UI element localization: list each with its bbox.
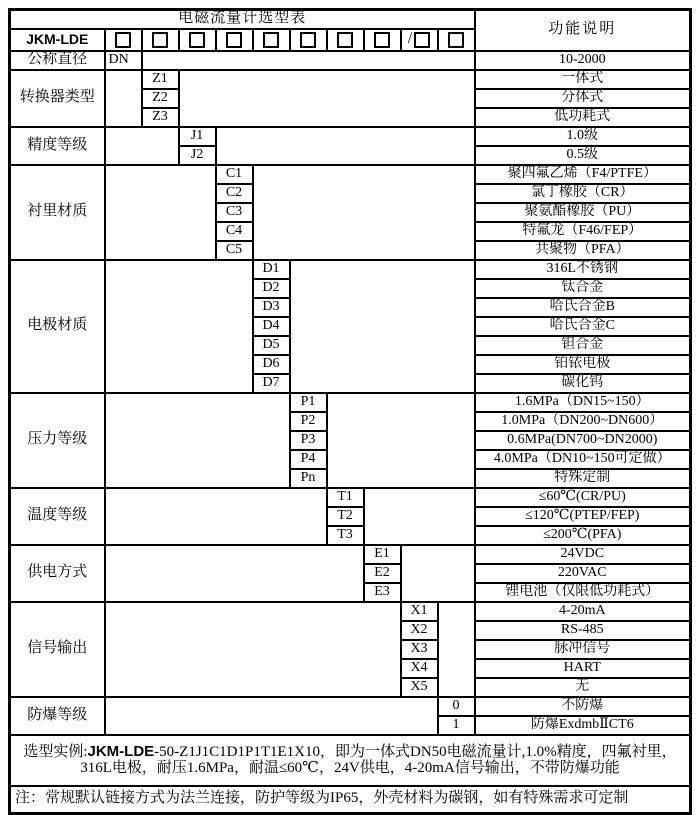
code-cell-z3: Z3 [142,108,179,127]
code-cell-fb0: 0 [438,697,475,716]
selection-example [10,735,691,786]
desc-cell-d3: 哈氏合金B [475,298,691,317]
accuracy-class-label: 精度等级 [10,127,105,165]
code-cell-t3: T3 [327,526,364,545]
code-cell-c5: C5 [216,241,253,260]
spacer-cell [105,165,216,260]
checkbox-icon[interactable] [115,32,131,48]
desc-cell-x5: 无 [475,678,691,697]
checkbox-cell-x [401,29,438,51]
desc-cell-t1: ≤60℃(CR/PU) [475,488,691,507]
desc-cell-d4: 哈氏合金C [475,317,691,336]
code-cell-p1: P1 [290,393,327,412]
spacer-cell [105,70,142,127]
code-cell-t1: T1 [327,488,364,507]
spacer-cell [105,127,179,165]
desc-cell-j1: 1.0级 [475,127,691,146]
selection-table [8,8,692,815]
desc-cell-p1: 1.6MPa（DN15~150） [475,393,691,412]
checkbox-icon[interactable] [189,32,205,48]
desc-cell-fb0: 不防爆 [475,697,691,716]
spacer-cell [105,260,253,393]
spacer-cell [253,165,475,260]
code-cell-fb1: 1 [438,716,475,735]
code-cell-d1: D1 [253,260,290,279]
spacer-cell [142,51,475,70]
code-cell-pn: Pn [290,469,327,488]
checkbox-icon[interactable] [414,32,430,48]
spacer-cell [179,70,475,127]
code-cell-x5: X5 [401,678,438,697]
desc-cell-e3: 锂电池（仅限低功耗式） [475,583,691,602]
desc-cell-j2: 0.5级 [475,146,691,165]
checkbox-icon[interactable] [226,32,242,48]
code-cell-d3: D3 [253,298,290,317]
desc-cell-c1: 聚四氟乙烯（F4/PTFE） [475,165,691,184]
code-cell-e2: E2 [364,564,401,583]
checkbox-icon[interactable] [300,32,316,48]
spacer-cell [105,488,327,545]
code-cell-z1: Z1 [142,70,179,89]
desc-cell-x1: 4-20mA [475,602,691,621]
desc-cell-x2: RS-485 [475,621,691,640]
function-description-header: 功能说明 [475,10,691,51]
checkbox-cell-dn [105,29,142,51]
desc-cell-d2: 钛合金 [475,279,691,298]
code-cell-e3: E3 [364,583,401,602]
desc-cell-c4: 特氟龙（F46/FEP） [475,222,691,241]
code-cell-j1: J1 [179,127,216,146]
desc-cell-d5: 钽合金 [475,336,691,355]
desc-cell-z1: 一体式 [475,70,691,89]
code-cell-p2: P2 [290,412,327,431]
signal-output-label: 信号输出 [10,602,105,697]
pressure-rating-label: 压力等级 [10,393,105,488]
checkbox-icon[interactable] [152,32,168,48]
explosion-proof-label: 防爆等级 [10,697,105,735]
checkbox-icon[interactable] [263,32,279,48]
code-cell-c3: C3 [216,203,253,222]
code-cell-j2: J2 [179,146,216,165]
code-cell-x3: X3 [401,640,438,659]
example-model: JKM-LDE [87,742,155,760]
spacer-cell [290,260,475,393]
desc-cell-c5: 共聚物（PFA） [475,241,691,260]
desc-cell-z2: 分体式 [475,89,691,108]
spacer-cell [105,697,438,735]
checkbox-cell-t [327,29,364,51]
checkbox-icon[interactable] [448,32,464,48]
code-cell-t2: T2 [327,507,364,526]
example-line1-rest: -50-Z1J1C1D1P1T1E1X10，即为一体式DN50电磁流量计,1.0%精度，四氟衬里， [154,743,677,760]
desc-cell-pn: 特殊定制 [475,469,691,488]
code-cell-p4: P4 [290,450,327,469]
lining-material-label: 衬里材质 [10,165,105,260]
code-cell-d5: D5 [253,336,290,355]
checkbox-cell-c [216,29,253,51]
code-cell-d6: D6 [253,355,290,374]
desc-cell-p2: 1.0MPa（DN200~DN600） [475,412,691,431]
code-cell-d4: D4 [253,317,290,336]
desc-cell-d6: 铂铱电极 [475,355,691,374]
desc-cell-c2: 氯丁橡胶（CR） [475,184,691,203]
desc-cell-e1: 24VDC [475,545,691,564]
power-supply-label: 供电方式 [10,545,105,602]
converter-type-label: 转换器类型 [10,70,105,127]
checkbox-cell-p [290,29,327,51]
selection-example-line1 [11,744,689,761]
code-cell-c1: C1 [216,165,253,184]
code-cell-x4: X4 [401,659,438,678]
code-cell-dn: DN [105,51,142,70]
checkbox-icon[interactable] [374,32,390,48]
model-code: JKM-LDE [10,29,105,51]
desc-cell-dn: 10-2000 [475,51,691,70]
spacer-cell [105,393,290,488]
desc-cell-p4: 4.0MPa（DN10~150可定做） [475,450,691,469]
desc-cell-d1: 316L不锈钢 [475,260,691,279]
desc-cell-e2: 220VAC [475,564,691,583]
slash-separator: / [407,30,413,48]
code-cell-x1: X1 [401,602,438,621]
spacer-cell [216,127,475,165]
desc-cell-x4: HART [475,659,691,678]
code-cell-d2: D2 [253,279,290,298]
selection-example-line2: 316L电极，耐压1.6MPa，耐温≤60℃，24V供电，4-20mA信号输出，不带防爆功能 [80,759,620,776]
desc-cell-x3: 脉冲信号 [475,640,691,659]
note-row: 注：常规默认链接方式为法兰连接，防护等级为IP65，外壳材料为碳钢，如有特殊需求可定制 [10,786,691,814]
code-cell-p3: P3 [290,431,327,450]
checkbox-cell-d [253,29,290,51]
table-title: 电磁流量计选型表 [10,10,475,29]
code-cell-c4: C4 [216,222,253,241]
spacer-cell [327,393,475,488]
checkbox-cell-j [179,29,216,51]
code-cell-c2: C2 [216,184,253,203]
checkbox-icon[interactable] [337,32,353,48]
spacer-cell [401,545,475,602]
code-cell-d7: D7 [253,374,290,393]
desc-cell-z3: 低功耗式 [475,108,691,127]
spacer-cell [105,545,364,602]
spacer-cell [438,602,475,697]
temperature-rating-label: 温度等级 [10,488,105,545]
nominal-diameter-label: 公称直径 [10,51,105,70]
checkbox-cell-e [364,29,401,51]
checkbox-cell-z [142,29,179,51]
spacer-cell [105,602,401,697]
desc-cell-c3: 聚氨酯橡胶（PU） [475,203,691,222]
desc-cell-fb1: 防爆ExdmbⅡCT6 [475,716,691,735]
code-cell-e1: E1 [364,545,401,564]
desc-cell-d7: 碳化钨 [475,374,691,393]
desc-cell-t2: ≤120℃(PTEP/FEP) [475,507,691,526]
desc-cell-t3: ≤200℃(PFA) [475,526,691,545]
spacer-cell [364,488,475,545]
example-prefix: 选型实例: [23,743,88,760]
code-cell-z2: Z2 [142,89,179,108]
electrode-material-label: 电极材质 [10,260,105,393]
code-cell-x2: X2 [401,621,438,640]
desc-cell-p3: 0.6MPa(DN700~DN2000) [475,431,691,450]
checkbox-cell-fb [438,29,475,51]
